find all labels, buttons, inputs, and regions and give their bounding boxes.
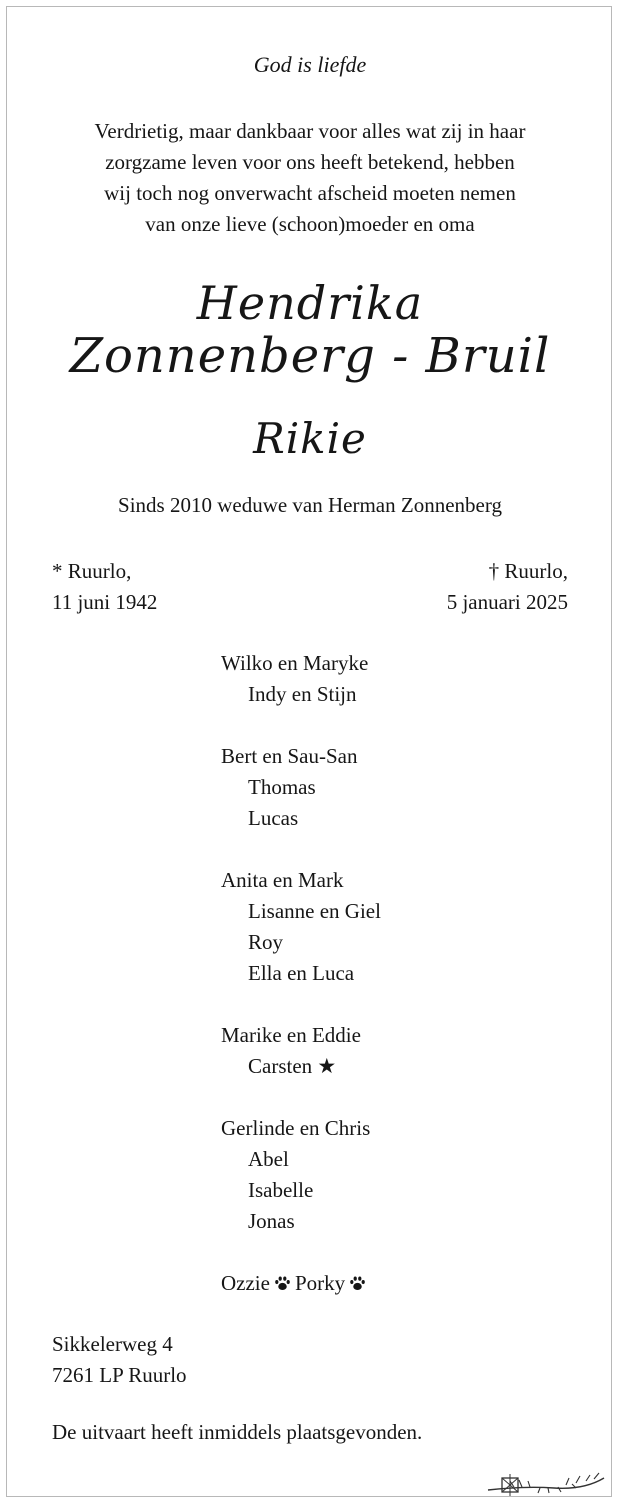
birth-info	[52, 556, 157, 618]
address	[52, 1329, 187, 1391]
death-place: † Ruurlo,	[488, 559, 568, 583]
pet-name: Ozzie	[221, 1271, 270, 1295]
plant-sprig-icon	[484, 1466, 608, 1496]
family-child: Carsten ★	[248, 1054, 337, 1078]
deceased-first-name: Hendrika	[196, 276, 424, 330]
intro-line: Verdrietig, maar dankbaar voor alles wat zij in haar	[94, 119, 526, 143]
family-child: Lisanne en Giel	[248, 899, 381, 923]
widow-line: Sinds 2010 weduwe van Herman Zonnenberg	[118, 493, 502, 517]
family-parents: Wilko en Maryke	[221, 651, 369, 675]
intro-text	[0, 116, 620, 240]
family-list	[221, 648, 381, 1299]
family-parents: Marike en Eddie	[221, 1023, 361, 1047]
death-info	[447, 556, 568, 618]
address-city: 7261 LP Ruurlo	[52, 1363, 187, 1387]
motto: God is liefde	[253, 52, 367, 77]
deceased-last-name: Zonnenberg - Bruil	[69, 328, 551, 384]
death-date: 5 januari 2025	[446, 590, 568, 614]
family-parents: Bert en Sau-San	[221, 744, 358, 768]
family-child: Lucas	[248, 806, 299, 830]
family-group	[221, 648, 381, 710]
paw-print-icon	[349, 1275, 366, 1292]
family-group	[221, 741, 381, 834]
paw-print-icon	[274, 1275, 291, 1292]
deceased-nickname: Rikie	[253, 414, 367, 463]
family-child: Roy	[248, 930, 284, 954]
family-group	[221, 1020, 381, 1082]
family-child: Ella en Luca	[248, 961, 355, 985]
pets-line	[221, 1268, 381, 1299]
family-parents: Gerlinde en Chris	[221, 1116, 371, 1140]
family-child: Thomas	[248, 775, 316, 799]
address-street: Sikkelerweg 4	[52, 1332, 173, 1356]
family-group	[221, 865, 381, 989]
family-group	[221, 1113, 381, 1237]
intro-line: zorgzame leven voor ons heeft betekend, hebben	[105, 150, 515, 174]
family-child: Abel	[248, 1147, 289, 1171]
family-child: Indy en Stijn	[248, 682, 357, 706]
intro-line: wij toch nog onverwacht afscheid moeten nemen	[104, 181, 516, 205]
funeral-note: De uitvaart heeft inmiddels plaatsgevonden.	[52, 1420, 423, 1444]
family-parents: Anita en Mark	[221, 868, 344, 892]
birth-place: * Ruurlo,	[52, 559, 132, 583]
intro-line: van onze lieve (schoon)moeder en oma	[145, 212, 475, 236]
family-child: Isabelle	[248, 1178, 314, 1202]
family-child: Jonas	[248, 1209, 295, 1233]
pet-name: Porky	[294, 1271, 346, 1295]
birth-date: 11 juni 1942	[52, 590, 158, 614]
